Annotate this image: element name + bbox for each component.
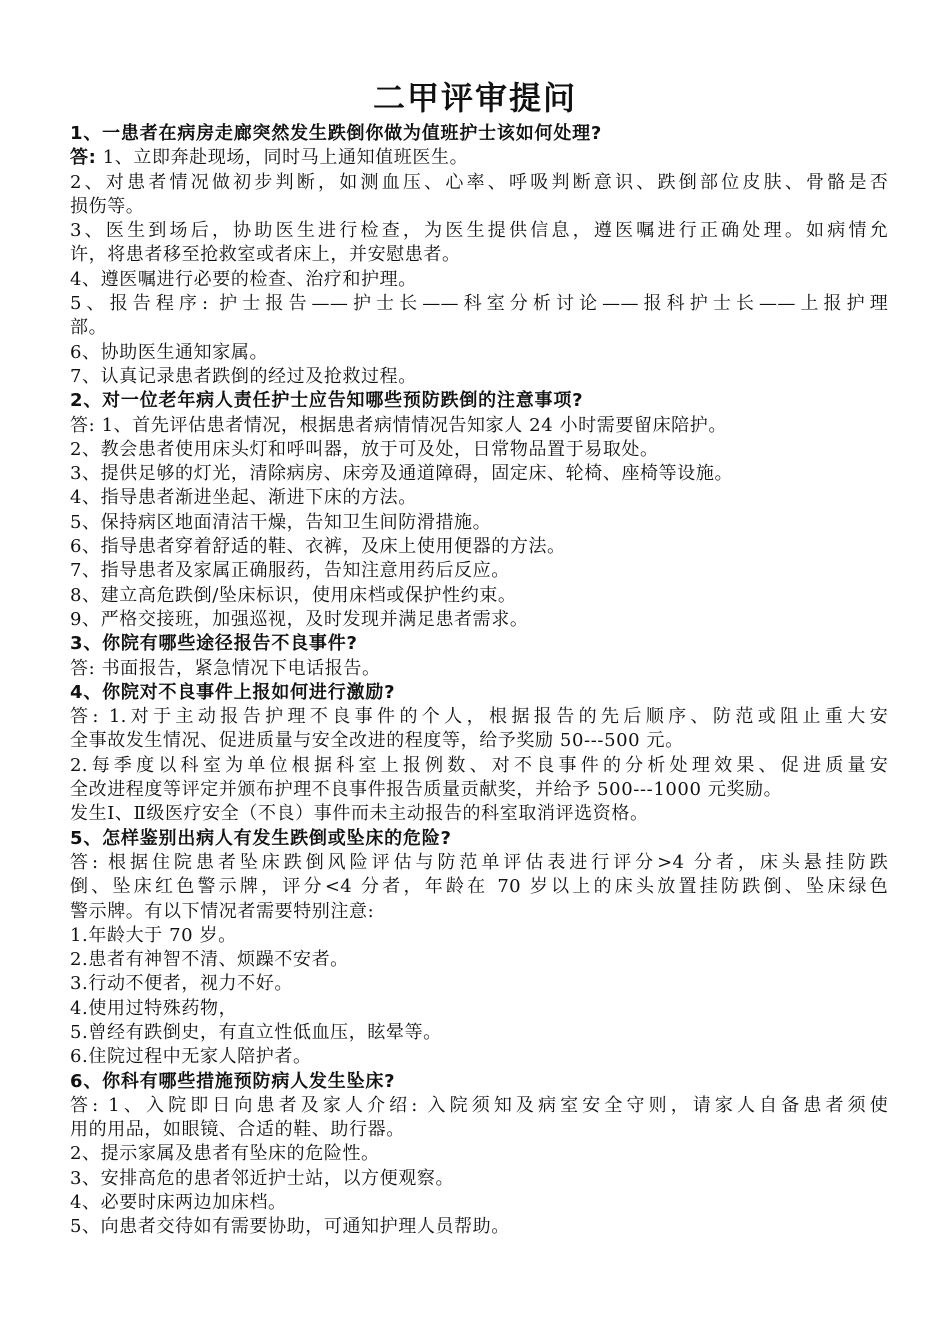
answer-4-line-1a: 答: 1.对于主动报告护理不良事件的个人，根据报告的先后顺序、防范或阻止重大安: [70, 706, 888, 728]
answer-5-line-1b: 倒、坠床红色警示牌，评分<4 分者，年龄在 70 岁以上的床头放置挂防跌倒、坠床绿色: [70, 876, 888, 898]
answer-2-line-6: 6、指导患者穿着舒适的鞋、衣裤，及床上使用便器的方法。: [70, 536, 566, 558]
question-2: 2、对一位老年病人责任护士应告知哪些预防跌倒的注意事项?: [70, 390, 584, 412]
answer-6-line-5: 5、向患者交待如有需要协助，可通知护理人员帮助。: [70, 1216, 510, 1238]
page-title: 二甲评审提问: [372, 79, 577, 117]
answer-4-line-2a: 2.每季度以科室为单位根据科室上报例数、对不良事件的分析处理效果、促进质量安: [70, 754, 888, 776]
answer-1-line-6: 6、协助医生通知家属。: [70, 341, 269, 363]
answer-2-line-9: 9、严格交接班，加强巡视，及时发现并满足患者需求。: [70, 608, 529, 630]
answer-2-line-8: 8、建立高危跌倒/坠床标识，使用床档或保护性约束。: [70, 584, 517, 606]
answer-6-line-2: 2、提示家属及患者有坠床的危险性。: [70, 1143, 380, 1165]
risk-item-3: 3.行动不便者，视力不好。: [70, 973, 293, 995]
question-6: 6、你科有哪些措施预防病人发生坠床?: [70, 1070, 396, 1092]
question-1: 1、一患者在病房走廊突然发生跌倒你做为值班护士该如何处理?: [70, 123, 603, 144]
answer-1-line-2a: 2、对患者情况做初步判断，如测血压、心率、呼吸判断意识、跌倒部位皮肤、骨骼是否: [70, 171, 888, 193]
answer-1-line-3b: 许，将患者移至抢救室或者床上，并安慰患者。: [70, 244, 461, 266]
risk-item-6: 6.住院过程中无家人陪护者。: [70, 1046, 312, 1068]
question-4: 4、你院对不良事件上报如何进行激励?: [70, 681, 396, 703]
answer-1-line-2b: 损伤等。: [70, 195, 145, 217]
answer-1-line-1: [70, 146, 888, 170]
answer-1-line-3a: 3、医生到场后，协助医生进行检查，为医生提供信息，遵医嘱进行正确处理。如病情允: [70, 220, 888, 242]
answer-2-line-2: 2、教会患者使用床头灯和呼叫器，放于可及处，日常物品置于易取处。: [70, 438, 659, 460]
answer-6-line-1b: 用的用品，如眼镜、合适的鞋、助行器。: [70, 1119, 405, 1141]
answer-2-line-1: 答: 1、首先评估患者情况，根据患者病情情况告知家人 24 小时需要留床陪护。: [70, 414, 727, 436]
answer-6-line-1a: 答: 1、入院即日向患者及家人介绍: 入院须知及病室安全守则，请家人自备患者须使: [70, 1094, 888, 1116]
answer-1-line-7: 7、认真记录患者跌倒的经过及抢救过程。: [70, 365, 417, 387]
answer-1-line-4: 4、遵医嘱进行必要的检查、治疗和护理。: [70, 268, 417, 290]
answer-1-line-5b: 部。: [70, 317, 108, 339]
risk-item-5: 5.曾经有跌倒史，有直立性低血压，眩晕等。: [70, 1021, 442, 1043]
answer-2-line-4: 4、指导患者渐进坐起、渐进下床的方法。: [70, 487, 417, 509]
question-3: 3、你院有哪些途径报告不良事件?: [70, 633, 358, 655]
answer-text: 1、立即奔赴现场，同时马上通知值班医生。: [96, 147, 469, 169]
answer-4-line-2b: 全改进程度等评定并颁布护理不良事件报告质量贡献奖，并给予 500---1000 元奖励。: [70, 779, 783, 801]
risk-item-2: 2.患者有神智不清、烦躁不安者。: [70, 949, 349, 971]
risk-item-4: 4.使用过特殊药物，: [70, 997, 238, 1019]
answer-5-line-1a: 答: 根据住院患者坠床跌倒风险评估与防范单评估表进行评分>4 分者，床头悬挂防跌: [70, 851, 888, 873]
question-5: 5、怎样鉴别出病人有发生跌倒或坠床的危险?: [70, 827, 452, 849]
answer-1-line-5a: 5、报告程序: 护士报告——护士长——科室分析讨论——报科护士长——上报护理: [70, 293, 888, 315]
answer-6-line-4: 4、必要时床两边加床档。: [70, 1192, 287, 1214]
answer-label: 答:: [70, 147, 97, 169]
answer-3-line-1: 答: 书面报告，紧急情况下电话报告。: [70, 657, 381, 679]
answer-2-line-3: 3、提供足够的灯光，清除病房、床旁及通道障碍，固定床、轮椅、座椅等设施。: [70, 463, 734, 485]
answer-6-line-3: 3、安排高危的患者邻近护士站，以方便观察。: [70, 1167, 455, 1189]
answer-4-line-3: 发生Ⅰ、Ⅱ级医疗安全（不良）事件而未主动报告的科室取消评选资格。: [70, 803, 649, 825]
answer-5-line-1c: 警示牌。有以下情况者需要特别注意:: [70, 900, 375, 922]
answer-4-line-1b: 全事故发生情况、促进质量与安全改进的程度等，给予奖励 50---500 元。: [70, 730, 684, 752]
document-body: [70, 122, 888, 1240]
answer-2-line-5: 5、保持病区地面清洁干燥，告知卫生间防滑措施。: [70, 511, 492, 533]
risk-item-1: 1.年龄大于 70 岁。: [70, 924, 237, 946]
answer-2-line-7: 7、指导患者及家属正确服药，告知注意用药后反应。: [70, 560, 510, 582]
